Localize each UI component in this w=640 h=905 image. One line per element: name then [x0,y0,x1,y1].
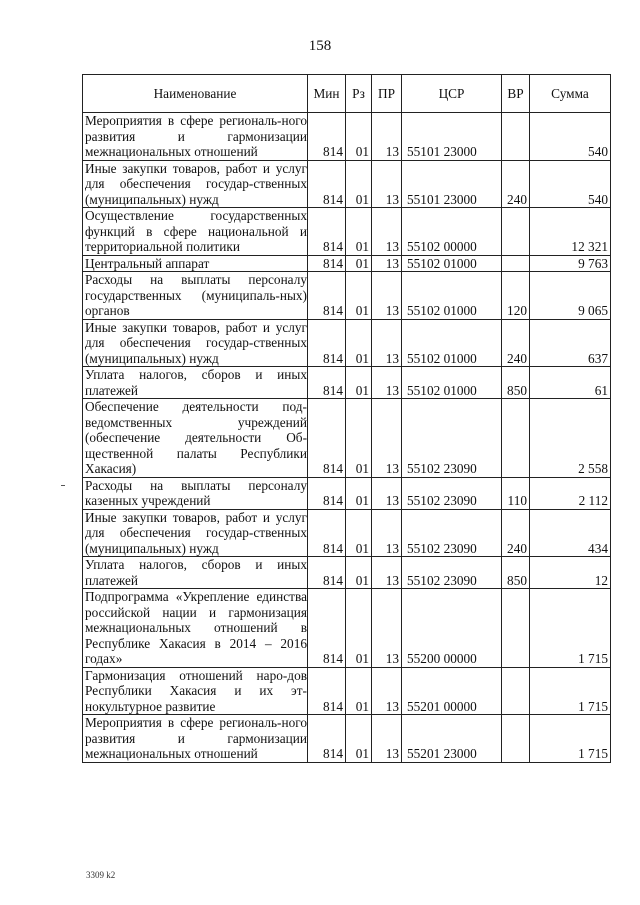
cell-rz: 01 [346,319,372,367]
cell-vr: 240 [502,160,530,208]
cell-rz: 01 [346,160,372,208]
cell-vr [502,113,530,161]
cell-min: 814 [308,667,346,715]
cell-rz: 01 [346,589,372,668]
header-vr: ВР [502,75,530,113]
cell-rz: 01 [346,667,372,715]
cell-sum: 12 [530,557,611,589]
cell-sum: 540 [530,160,611,208]
cell-min: 814 [308,399,346,478]
cell-vr [502,208,530,256]
cell-sum: 2 558 [530,399,611,478]
cell-sum: 9 065 [530,272,611,320]
cell-rz: 01 [346,477,372,509]
cell-vr: 240 [502,319,530,367]
cell-vr [502,255,530,272]
cell-vr [502,667,530,715]
table-row [83,367,611,399]
cell-min: 814 [308,113,346,161]
table-row [83,557,611,589]
cell-csr: 55102 00000 [402,208,502,256]
cell-sum: 434 [530,509,611,557]
cell-name: Иные закупки товаров, работ и услуг для обеспечения государ-ственных (муниципальных) нужд [83,509,308,557]
cell-name: Расходы на выплаты персоналу государственных (муниципаль-ных) органов [83,272,308,320]
table-row [83,272,611,320]
cell-name: Уплата налогов, сборов и иных платежей [83,557,308,589]
cell-rz: 01 [346,715,372,763]
cell-vr: 240 [502,509,530,557]
cell-pr: 13 [372,399,402,478]
cell-csr: 55102 01000 [402,255,502,272]
cell-csr: 55101 23000 [402,113,502,161]
cell-min: 814 [308,715,346,763]
cell-pr: 13 [372,272,402,320]
cell-csr: 55102 01000 [402,319,502,367]
header-rz: Рз [346,75,372,113]
cell-csr: 55102 01000 [402,272,502,320]
header-pr: ПР [372,75,402,113]
cell-rz: 01 [346,509,372,557]
cell-sum: 9 763 [530,255,611,272]
cell-name: Подпрограмма «Укрепление единства российской нации и гармонизация межнациональных отношений в Республике Хакасия в 2014 – 2016 годах» [83,589,308,668]
cell-csr: 55102 23090 [402,477,502,509]
table-row [83,208,611,256]
cell-sum: 1 715 [530,715,611,763]
cell-rz: 01 [346,208,372,256]
cell-min: 814 [308,367,346,399]
cell-name: Иные закупки товаров, работ и услуг для обеспечения государ-ственных (муниципальных) нужд [83,319,308,367]
cell-rz: 01 [346,113,372,161]
cell-vr: 850 [502,367,530,399]
cell-pr: 13 [372,667,402,715]
cell-vr: 120 [502,272,530,320]
cell-vr [502,715,530,763]
cell-pr: 13 [372,367,402,399]
table-row [83,399,611,478]
cell-name: Мероприятия в сфере региональ-ного развития и гармонизации межнациональных отношений [83,715,308,763]
cell-sum: 1 715 [530,667,611,715]
cell-csr: 55200 00000 [402,589,502,668]
cell-pr: 13 [372,113,402,161]
table-row [83,509,611,557]
cell-csr: 55102 01000 [402,367,502,399]
cell-sum: 12 321 [530,208,611,256]
cell-vr: 850 [502,557,530,589]
cell-csr: 55102 23090 [402,509,502,557]
cell-sum: 540 [530,113,611,161]
cell-name: Расходы на выплаты персоналу казенных учреждений [83,477,308,509]
cell-min: 814 [308,557,346,589]
cell-csr: 55101 23000 [402,160,502,208]
cell-vr [502,399,530,478]
cell-csr: 55201 23000 [402,715,502,763]
cell-name: Уплата налогов, сборов и иных платежей [83,367,308,399]
cell-name: Обеспечение деятельности под-ведомственных учреждений (обеспечение деятельности Об-щественной палаты Республики Хакасия) [83,399,308,478]
table-body [83,113,611,763]
cell-csr: 55102 23090 [402,557,502,589]
budget-table-container [82,74,610,763]
cell-pr: 13 [372,509,402,557]
table-row [83,589,611,668]
cell-pr: 13 [372,319,402,367]
cell-min: 814 [308,509,346,557]
cell-pr: 13 [372,477,402,509]
cell-pr: 13 [372,255,402,272]
cell-sum: 61 [530,367,611,399]
cell-min: 814 [308,160,346,208]
cell-min: 814 [308,272,346,320]
cell-rz: 01 [346,272,372,320]
header-name: Наименование [83,75,308,113]
header-sum: Сумма [530,75,611,113]
page-number: 158 [308,38,332,54]
cell-pr: 13 [372,715,402,763]
cell-min: 814 [308,589,346,668]
cell-csr: 55102 23090 [402,399,502,478]
header-row [83,75,611,113]
header-csr: ЦСР [402,75,502,113]
cell-min: 814 [308,208,346,256]
cell-vr [502,589,530,668]
cell-name: Гармонизация отношений наро-дов Республики Хакасия и их эт-нокультурное развитие [83,667,308,715]
scan-mark [61,485,65,486]
cell-vr: 110 [502,477,530,509]
cell-min: 814 [308,255,346,272]
cell-name: Осуществление государственных функций в сфере национальной и территориальной политики [83,208,308,256]
cell-rz: 01 [346,255,372,272]
table-row [83,715,611,763]
header-min: Мин [308,75,346,113]
table-row [83,160,611,208]
cell-rz: 01 [346,399,372,478]
cell-sum: 1 715 [530,589,611,668]
cell-rz: 01 [346,367,372,399]
cell-name: Центральный аппарат [83,255,308,272]
cell-min: 814 [308,319,346,367]
cell-sum: 2 112 [530,477,611,509]
budget-table [82,74,611,763]
cell-rz: 01 [346,557,372,589]
cell-name: Мероприятия в сфере региональ-ного развития и гармонизации межнациональных отношений [83,113,308,161]
table-row [83,255,611,272]
table-row [83,113,611,161]
cell-pr: 13 [372,160,402,208]
table-row [83,667,611,715]
cell-pr: 13 [372,208,402,256]
cell-min: 814 [308,477,346,509]
footer-code: 3309 k2 [86,870,116,880]
table-row [83,477,611,509]
table-row [83,319,611,367]
cell-sum: 637 [530,319,611,367]
cell-pr: 13 [372,557,402,589]
cell-csr: 55201 00000 [402,667,502,715]
cell-name: Иные закупки товаров, работ и услуг для обеспечения государ-ственных (муниципальных) нужд [83,160,308,208]
cell-pr: 13 [372,589,402,668]
